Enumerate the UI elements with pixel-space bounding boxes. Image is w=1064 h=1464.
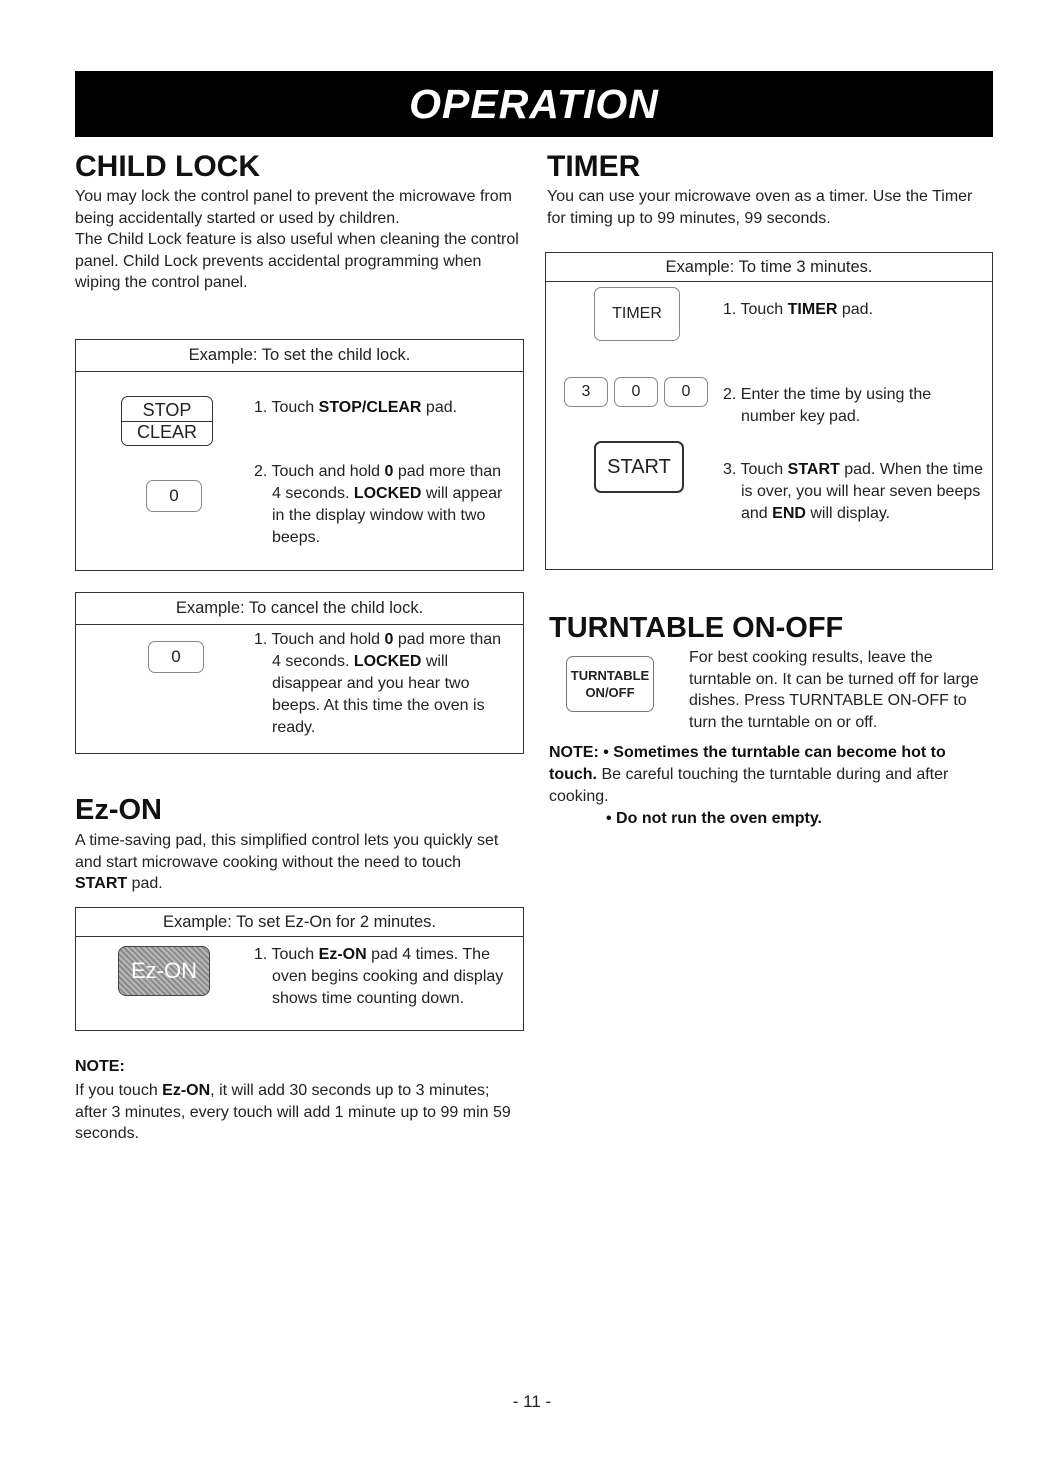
set-step-2-bold2: LOCKED: [353, 485, 422, 502]
timer-pad: [594, 287, 680, 341]
timer-intro: You can use your microwave oven as a timer. Use the Timer for timing up to 99 minutes, 99 seconds.: [547, 188, 973, 227]
ez-on-note-bold: Ez-ON: [162, 1082, 211, 1099]
ez-on-step-1: [254, 944, 516, 1010]
cancel-step-1-pre: 1. Touch and hold: [254, 631, 385, 648]
timer-step-3-bold: START: [787, 461, 840, 478]
timer-step-3: [723, 459, 988, 525]
ez-on-step-1-bold: Ez-ON: [318, 946, 367, 963]
number-pad-3-label: 3: [581, 383, 591, 400]
zero-pad-label: 0: [171, 647, 181, 666]
clear-label: CLEAR: [122, 421, 212, 443]
cancel-child-lock-example-box: [75, 592, 524, 754]
timer-step-3-post: will display.: [805, 505, 891, 522]
turntable-text: For best cooking results, leave the turntable on. It can be turned off for large dishes. Press TURNTABLE ON-OFF to turn the turntable on or off.: [689, 649, 979, 731]
operation-banner: [75, 71, 993, 137]
timer-step-3-mid: pad. When the time is over, you will hear seven beeps and: [741, 461, 983, 522]
cancel-step-1-bold2: LOCKED: [353, 653, 422, 670]
zero-pad-label: 0: [169, 486, 179, 505]
ez-on-pad: [118, 946, 210, 996]
timer-heading: TIMER: [547, 150, 641, 183]
set-child-lock-example-box: [75, 339, 524, 571]
turntable-note-bullet-1-rest: Be careful touching the turntable during and after cooking.: [549, 766, 949, 805]
set-step-1-bold: STOP/CLEAR: [318, 399, 422, 416]
ez-on-note-text: [75, 1080, 520, 1145]
timer-step-2: [723, 384, 985, 428]
timer-step-1-bold: TIMER: [787, 301, 838, 318]
ez-on-pad-label: Ez-ON: [131, 958, 197, 983]
turntable-note-bullet-1-bold: • Sometimes the turntable can become hot to touch.: [549, 744, 946, 783]
zero-pad: [148, 641, 204, 673]
start-pad: [594, 441, 684, 493]
cancel-step-1-post: will disappear and you hear two beeps. At this time the oven is ready.: [272, 653, 485, 736]
turntable-note-bullet-2: • Do not run the oven empty.: [606, 810, 822, 827]
child-lock-intro: [75, 186, 525, 294]
start-pad-label: START: [607, 455, 671, 478]
ez-on-example-title: Example: To set Ez-On for 2 minutes.: [76, 908, 523, 937]
set-step-1-post: pad.: [421, 399, 458, 416]
child-lock-intro-1: You may lock the control panel to prevent the microwave from being accidentally started or used by children.: [75, 188, 512, 227]
ez-on-note-label: NOTE:: [75, 1058, 125, 1075]
set-step-2-pre: 2. Touch and hold: [254, 463, 385, 480]
set-step-2: [254, 461, 514, 549]
child-lock-intro-2: The Child Lock feature is also useful when cleaning the control panel. Child Lock prevents accidental programming when wiping the control panel.: [75, 231, 519, 291]
timer-step-1-post: pad.: [837, 301, 874, 318]
ez-on-note-post: , it will add 30 seconds up to 3 minutes; after 3 minutes, every touch will add 1 minute up to 99 min 59 seconds.: [75, 1082, 511, 1142]
ez-on-example-box: [75, 907, 524, 1031]
number-pad-0: [614, 377, 658, 407]
page-number: - 11 -: [512, 1392, 552, 1411]
set-step-1-pre: 1. Touch: [254, 399, 319, 416]
timer-step-1-pre: 1. Touch: [723, 301, 788, 318]
set-step-2-post: will appear in the display window with two beeps.: [272, 485, 503, 546]
stop-clear-pad: [121, 396, 213, 446]
ez-on-intro-bold: START: [75, 875, 128, 892]
timer-step-1: [723, 299, 983, 321]
cancel-step-1-mid: pad more than 4 seconds.: [272, 631, 502, 670]
ez-on-note-pre: If you touch: [75, 1082, 163, 1099]
banner-title: OPERATION: [409, 80, 659, 127]
ez-on-step-1-pre: 1. Touch: [254, 946, 319, 963]
turntable-note: [549, 742, 989, 808]
set-step-1: [254, 397, 514, 419]
turntable-pad-line2: ON/OFF: [585, 685, 635, 700]
cancel-step-1-bold1: 0: [384, 631, 394, 648]
timer-pad-label: TIMER: [612, 305, 662, 322]
set-step-2-mid: pad more than 4 seconds.: [272, 463, 502, 502]
cancel-step-1: [254, 629, 514, 739]
number-pad-0: [664, 377, 708, 407]
zero-pad: [146, 480, 202, 512]
ez-on-intro-pre: A time-saving pad, this simplified control lets you quickly set and start microwave cooking without the need to touch: [75, 832, 499, 871]
timer-example-box: [545, 252, 993, 570]
number-pad-0-label: 0: [631, 383, 641, 400]
ez-on-step-1-post: pad 4 times. The oven begins cooking and display shows time counting down.: [272, 946, 504, 1007]
turntable-heading: TURNTABLE ON-OFF: [549, 612, 844, 644]
timer-example-title: Example: To time 3 minutes.: [546, 253, 992, 282]
ez-on-intro: [75, 830, 515, 895]
timer-step-3-bold2: END: [772, 505, 806, 522]
timer-step-3-pre: 3. Touch: [723, 461, 788, 478]
timer-step-2-text: 2. Enter the time by using the number key pad.: [723, 386, 932, 425]
set-step-2-bold1: 0: [384, 463, 394, 480]
turntable-note-label: NOTE:: [549, 744, 599, 761]
cancel-child-lock-example-title: Example: To cancel the child lock.: [76, 593, 523, 625]
number-pad-0-label: 0: [681, 383, 691, 400]
ez-on-intro-post: pad.: [127, 875, 163, 892]
turntable-pad: [566, 656, 654, 712]
stop-label: STOP: [142, 399, 192, 420]
set-child-lock-example-title: Example: To set the child lock.: [76, 340, 523, 372]
child-lock-heading: CHILD LOCK: [75, 150, 260, 183]
turntable-pad-line1: TURNTABLE: [570, 668, 650, 683]
number-pad-3: [564, 377, 608, 407]
ez-on-heading: Ez-ON: [75, 794, 162, 826]
